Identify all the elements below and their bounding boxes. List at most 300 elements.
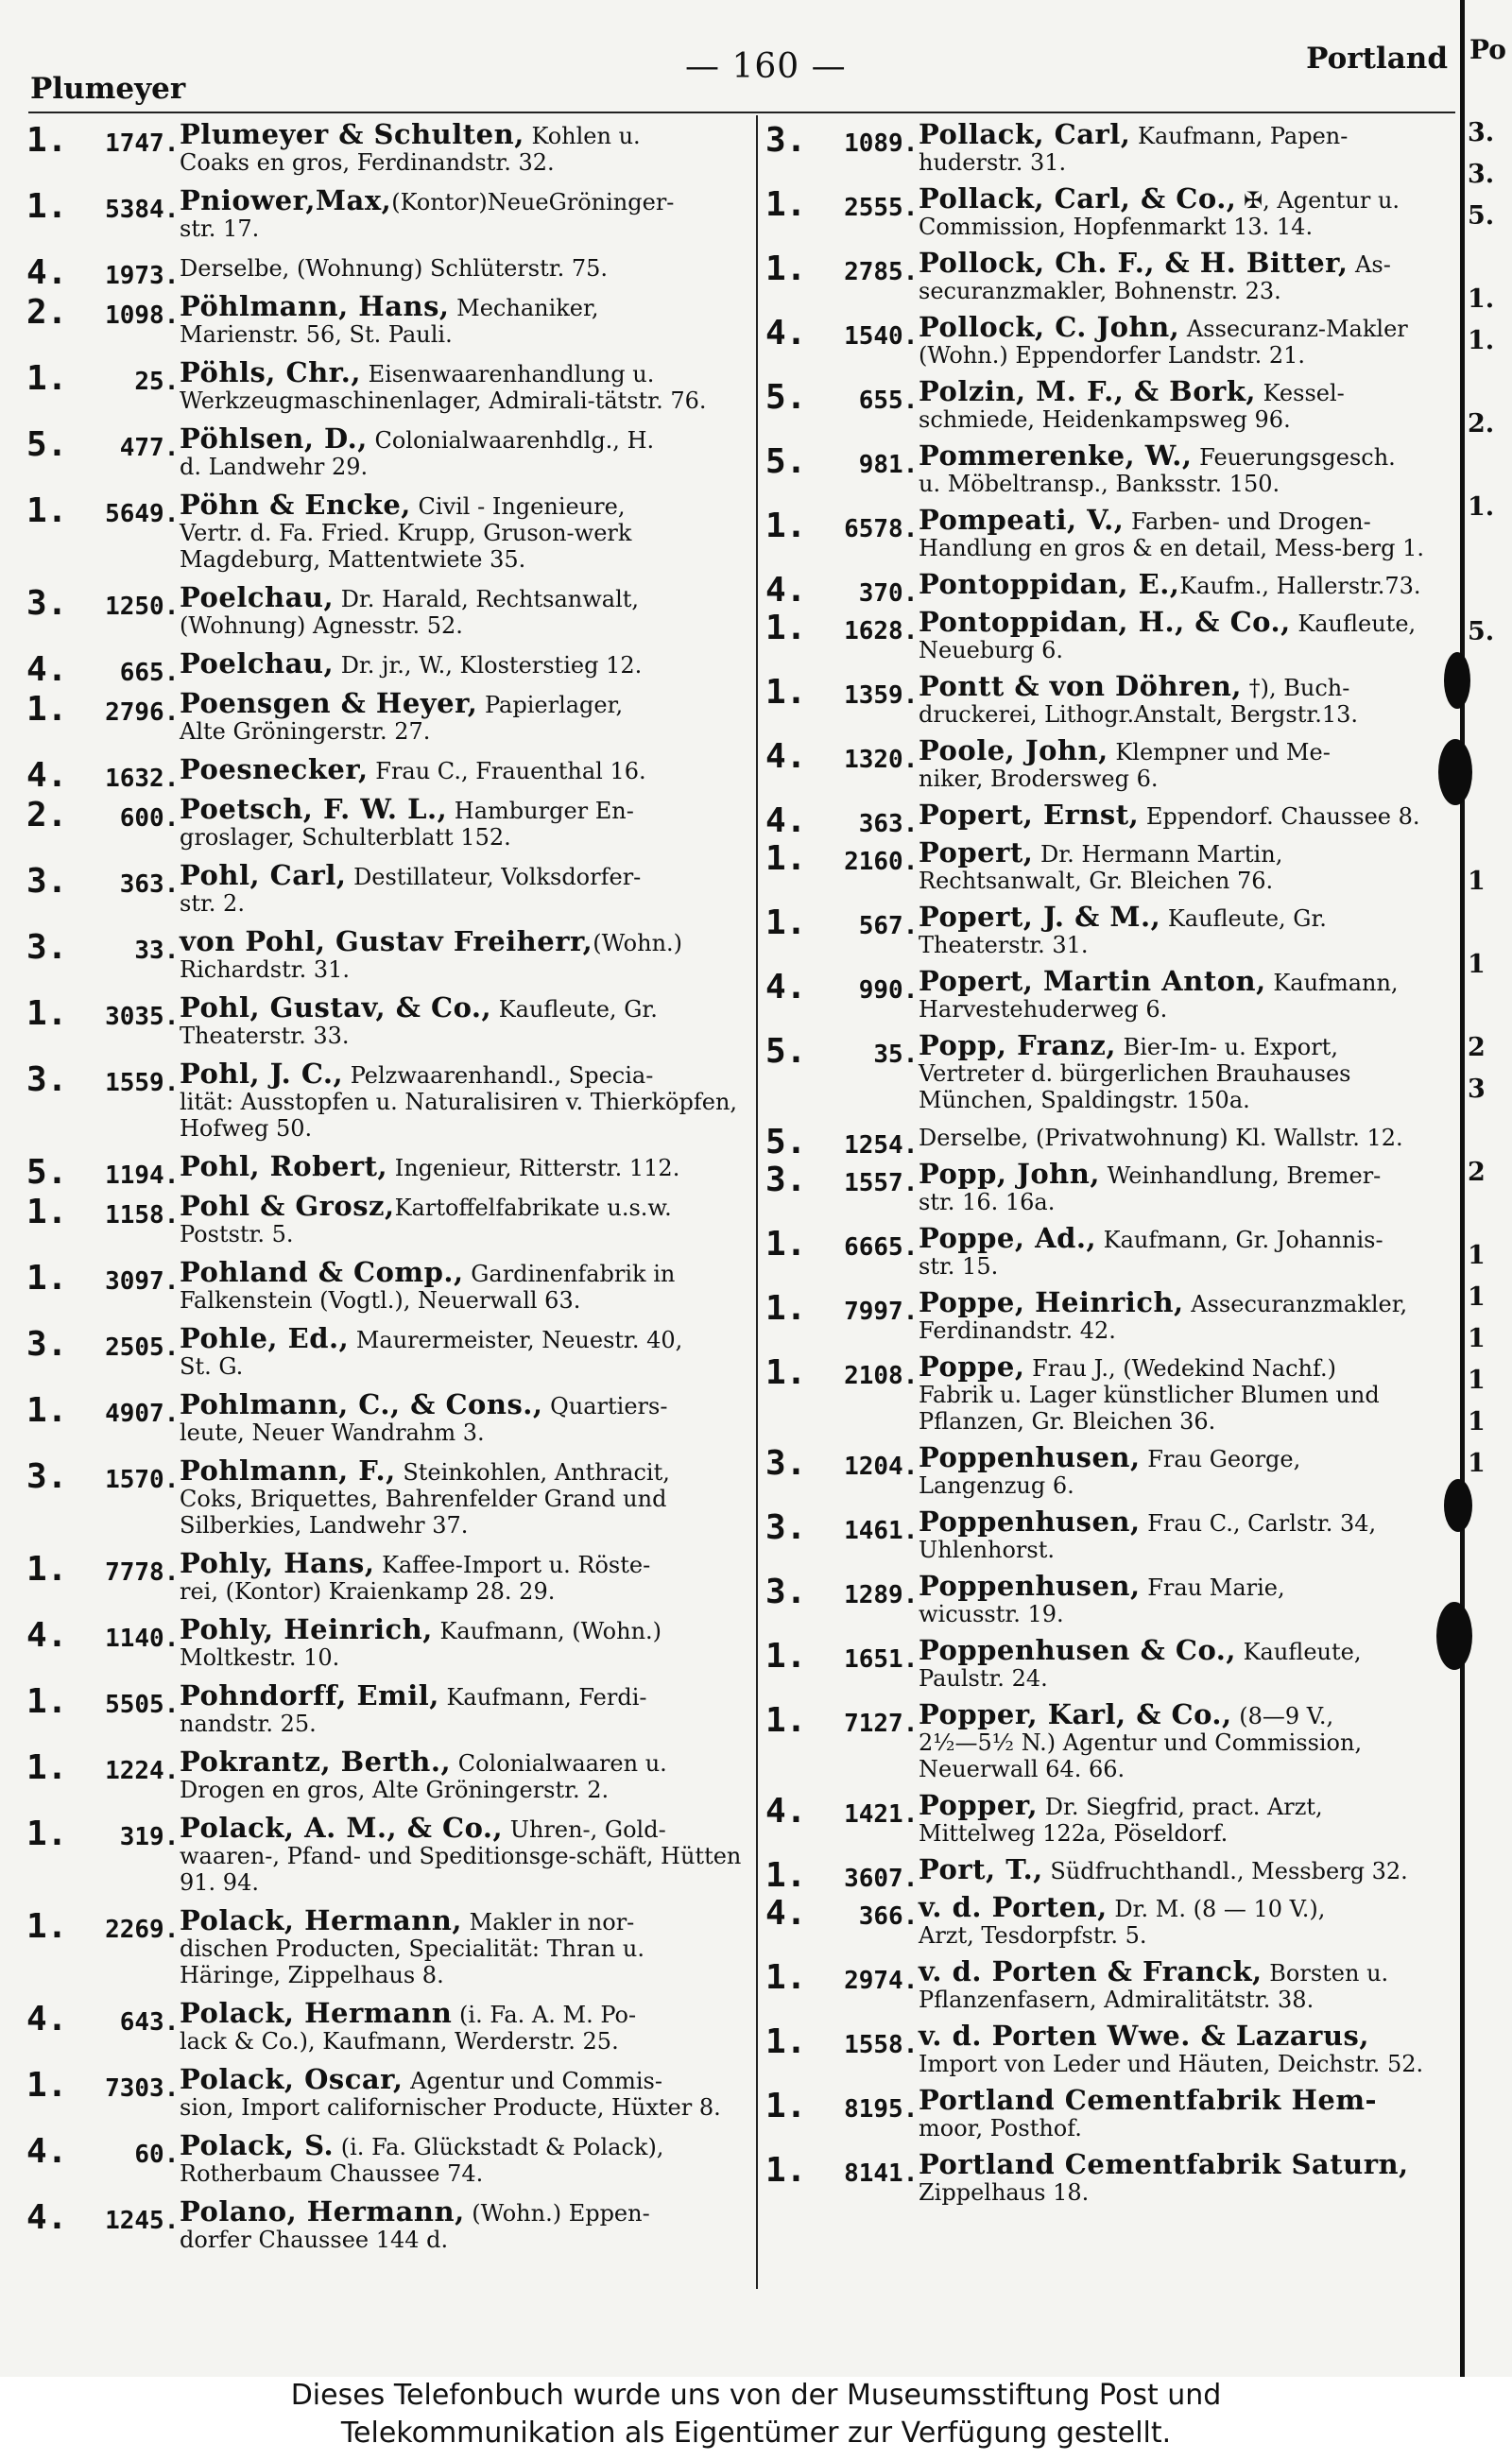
subscriber-address: (Wohnung) Agnesstr. 52. <box>180 612 463 639</box>
directory-entry <box>26 184 752 242</box>
subscriber-address: Richardstr. 31. <box>180 956 351 983</box>
entry-text <box>180 2195 752 2253</box>
phone-number <box>765 609 918 647</box>
phone-number <box>765 1792 918 1831</box>
subscriber-detail: Südfruchthandl., Messberg 32. <box>1042 1858 1408 1884</box>
subscriber-detail: Kaufmann, Papen- <box>1130 123 1349 149</box>
subscriber-address: nandstr. 25. <box>180 1711 317 1737</box>
line-number: 7997. <box>844 1298 919 1326</box>
subscriber-detail: (Kontor)NeueGröninger- <box>391 189 675 215</box>
exchange-district: 5. <box>765 1123 807 1161</box>
subscriber-detail: (i. Fa. A. M. Po- <box>452 2002 637 2028</box>
entry-text <box>919 1222 1455 1280</box>
line-number: 25. <box>134 368 180 396</box>
edge-glyph <box>1468 368 1512 409</box>
line-number: 1224. <box>105 1757 180 1785</box>
phone-number <box>765 2151 918 2190</box>
exchange-district: 1. <box>26 187 68 226</box>
line-number: 1651. <box>844 1645 919 1674</box>
subscriber-name: Popert, Ernst, <box>919 799 1140 831</box>
line-number: 1540. <box>844 322 919 351</box>
line-number: 370. <box>858 579 919 608</box>
directory-entry <box>26 1547 752 1605</box>
subscriber-name: Pohly, Heinrich, <box>180 1613 433 1645</box>
subscriber-detail: Kaffee-Import u. Röste- <box>374 1552 651 1578</box>
phone-number <box>765 121 918 160</box>
directory-entry <box>765 965 1455 1023</box>
subscriber-name: Polack, Hermann <box>180 1997 453 2029</box>
subscriber-address: Langenzug 6. <box>919 1472 1074 1499</box>
directory-entry <box>26 687 752 745</box>
directory-entry <box>765 1441 1455 1499</box>
phone-number <box>765 1225 918 1264</box>
line-number: 5649. <box>105 500 180 528</box>
exchange-district: 3. <box>26 1457 68 1496</box>
subscriber-detail: Kaufleute, <box>1235 1639 1362 1665</box>
subscriber-detail: Klempner und Me- <box>1108 739 1331 766</box>
directory-entry <box>765 1123 1455 1161</box>
subscriber-name: Pohland & Comp., <box>180 1256 464 1288</box>
phone-number <box>26 756 179 795</box>
edge-glyph <box>1468 576 1512 617</box>
entry-text <box>919 1441 1455 1499</box>
phone-number <box>26 1391 179 1430</box>
entry-text <box>919 1698 1455 1782</box>
line-number: 1140. <box>105 1625 180 1653</box>
subscriber-detail: Frau C., Carlstr. 34, <box>1140 1510 1377 1537</box>
subscriber-detail: Uhren-, Gold- <box>503 1816 666 1843</box>
subscriber-name: Pniower,Max, <box>180 184 392 216</box>
phone-number <box>765 185 918 224</box>
subscriber-detail: Kaufmann, Gr. Johannis- <box>1096 1227 1383 1253</box>
phone-number <box>26 2066 179 2105</box>
edge-glyph: 1 <box>1468 1449 1486 1478</box>
subscriber-name: Pohl, J. C., <box>180 1058 344 1090</box>
edge-glyph: 3. <box>1468 118 1495 147</box>
exchange-district: 1. <box>765 2087 807 2125</box>
subscriber-detail: Frau C., Frauenthal 16. <box>368 758 646 784</box>
entry-text <box>180 859 752 917</box>
line-number: 2555. <box>844 194 919 222</box>
directory-entry <box>765 799 1455 840</box>
next-page-edge-header: Po <box>1469 34 1506 65</box>
entry-text <box>180 581 752 639</box>
phone-number <box>765 1444 918 1483</box>
directory-entry <box>26 1388 752 1446</box>
phone-number <box>765 903 918 942</box>
entry-text <box>919 1286 1455 1344</box>
directory-entry <box>765 1891 1455 1949</box>
edge-glyph: 1 <box>1468 1324 1486 1353</box>
left-column <box>26 118 752 2264</box>
exchange-district: 5. <box>765 378 807 417</box>
edge-glyph <box>1468 825 1512 867</box>
subscriber-detail: Colonialwaaren u. <box>451 1750 667 1777</box>
header-rule <box>28 112 1455 113</box>
exchange-district: 1. <box>765 2151 807 2190</box>
entry-text <box>180 1190 752 1247</box>
entry-text <box>180 1904 752 1988</box>
line-number: 1250. <box>105 593 180 621</box>
subscriber-address: Mittelweg 122a, Pöseldorf. <box>919 1820 1228 1847</box>
entry-text <box>180 991 752 1049</box>
subscriber-name: Pohle, Ed., <box>180 1322 350 1354</box>
directory-entry <box>765 1698 1455 1782</box>
edge-glyph: 1. <box>1468 326 1495 355</box>
directory-entry <box>765 2084 1455 2142</box>
edge-glyph: 3. <box>1468 160 1495 189</box>
subscriber-detail: Mechaniker, <box>449 295 599 321</box>
directory-entry <box>26 2195 752 2253</box>
phone-number <box>765 1123 918 1161</box>
subscriber-name: Poelchau, <box>180 581 335 613</box>
phone-number <box>26 994 179 1033</box>
subscriber-detail: As- <box>1348 251 1391 278</box>
line-number: 1320. <box>844 746 919 774</box>
subscriber-address: Vertreter d. bürgerlichen Brauhauses München, Spaldingstr. 150a. <box>919 1060 1351 1113</box>
subscriber-name: Pöhlmann, Hans, <box>180 290 450 322</box>
subscriber-name: Popert, Martin Anton, <box>919 965 1266 997</box>
directory-entry <box>765 249 1455 304</box>
line-number: 2505. <box>105 1333 180 1362</box>
subscriber-detail: Kaufmann, (Wohn.) <box>432 1618 662 1644</box>
directory-entry <box>26 925 752 983</box>
subscriber-name: Popper, <box>919 1789 1039 1821</box>
phone-number <box>26 862 179 901</box>
directory-entry <box>26 1322 752 1380</box>
subscriber-detail: Kessel- <box>1256 380 1345 406</box>
phone-number <box>26 1682 179 1721</box>
subscriber-detail: Dr. Siegfrid, pract. Arzt, <box>1038 1794 1323 1820</box>
subscriber-detail: †), Buch- <box>1241 675 1350 701</box>
entry-text <box>180 1997 752 2055</box>
phone-number <box>765 673 918 712</box>
phone-number <box>26 796 179 834</box>
directory-entry <box>765 1350 1455 1435</box>
line-number: 3035. <box>105 1003 180 1031</box>
subscriber-name: Pohl & Grosz, <box>180 1190 395 1222</box>
line-number: 1559. <box>105 1069 180 1097</box>
edge-glyph <box>1468 243 1512 284</box>
exchange-district: 4. <box>26 756 68 795</box>
entry-text <box>180 118 752 176</box>
edge-glyph: 1 <box>1468 1407 1486 1436</box>
subscriber-address: Rechtsanwalt, Gr. Bleichen 76. <box>919 868 1274 894</box>
subscriber-address: moor, Posthof. <box>919 2115 1082 2142</box>
phone-number <box>26 1457 179 1496</box>
entry-text <box>919 375 1455 433</box>
subscriber-address: dorfer Chaussee 144 d. <box>180 2227 449 2253</box>
phone-number <box>26 121 179 160</box>
phone-number <box>765 249 918 288</box>
edge-glyph: 1 <box>1468 1241 1486 1270</box>
subscriber-detail: Feuerungsgesch. <box>1192 444 1396 471</box>
entry-text <box>180 1150 752 1182</box>
subscriber-address: (Wohn.) Eppendorfer Landstr. 21. <box>919 342 1306 369</box>
entry-text <box>919 801 1455 830</box>
subscriber-address: Paulstr. 24. <box>919 1665 1048 1692</box>
entry-text <box>180 925 752 983</box>
page-number: — 160 — <box>685 47 847 86</box>
exchange-district: 3. <box>26 1060 68 1099</box>
phone-number <box>765 1856 918 1895</box>
edge-glyph: 1. <box>1468 284 1495 314</box>
edge-glyph <box>1468 451 1512 492</box>
entry-text <box>919 734 1455 792</box>
subscriber-address: St. G. <box>180 1353 244 1380</box>
phone-number <box>765 314 918 353</box>
line-number: 2108. <box>844 1362 919 1390</box>
phone-number <box>765 1289 918 1328</box>
entry-text <box>919 1505 1455 1563</box>
subscriber-name: Pohndorff, Emil, <box>180 1679 439 1712</box>
subscriber-name: Poelchau, <box>180 647 335 680</box>
subscriber-name: Poppe, Ad., <box>919 1222 1097 1254</box>
directory-entry <box>765 734 1455 792</box>
exchange-district: 4. <box>765 1894 807 1933</box>
phone-number <box>765 1032 918 1071</box>
exchange-district: 4. <box>765 571 807 610</box>
next-page-edge-column <box>1468 118 1512 1615</box>
phone-number <box>26 1907 179 1946</box>
phone-number <box>26 2198 179 2237</box>
line-number: 1194. <box>105 1161 180 1190</box>
header-first-entry: Plumeyer <box>30 72 186 106</box>
directory-entry <box>26 1812 752 1896</box>
subscriber-address: Coks, Briquettes, Bahrenfelder Grand und Silberkies, Landwehr 37. <box>180 1486 667 1539</box>
phone-number <box>26 1153 179 1192</box>
line-number: 1570. <box>105 1466 180 1494</box>
line-number: 665. <box>119 659 180 687</box>
edge-glyph <box>1468 659 1512 700</box>
subscriber-name: Polack, A. M., & Co., <box>180 1812 504 1844</box>
directory-entry <box>26 1613 752 1671</box>
exchange-district: 4. <box>26 253 68 292</box>
subscriber-address: Commission, Hopfenmarkt 13. 14. <box>919 214 1314 240</box>
entry-text <box>180 2129 752 2187</box>
line-number: 2269. <box>105 1916 180 1944</box>
phone-number <box>26 584 179 623</box>
phone-number <box>765 1637 918 1676</box>
entry-text <box>919 249 1455 304</box>
edge-glyph: 3 <box>1468 1075 1486 1104</box>
directory-entry <box>765 1634 1455 1692</box>
line-number: 3097. <box>105 1267 180 1296</box>
entry-text <box>919 118 1455 176</box>
phone-number <box>26 650 179 689</box>
exchange-district: 3. <box>26 1325 68 1364</box>
exchange-district: 1. <box>765 249 807 288</box>
subscriber-detail: Dr. Harald, Rechtsanwalt, <box>334 586 640 612</box>
exchange-district: 1. <box>765 903 807 942</box>
subscriber-detail: Dr. M. (8 — 10 V.), <box>1107 1896 1326 1922</box>
entry-text <box>919 504 1455 561</box>
line-number: 7127. <box>844 1710 919 1738</box>
phone-number <box>26 253 179 292</box>
attribution-line-1: Dieses Telefonbuch wurde uns von der Museumsstiftung Post und <box>290 2379 1222 2412</box>
directory-entry <box>765 1222 1455 1280</box>
phone-number <box>765 1508 918 1547</box>
subscriber-address: wicusstr. 19. <box>919 1601 1064 1627</box>
line-number: 1557. <box>844 1169 919 1197</box>
subscriber-address: Arzt, Tesdorpfstr. 5. <box>919 1922 1147 1949</box>
subscriber-name: Polack, Oscar, <box>180 2063 404 2095</box>
phone-number <box>765 1894 918 1933</box>
entry-text <box>919 182 1455 240</box>
line-number: 1359. <box>844 681 919 710</box>
subscriber-detail: Pelzwaarenhandl., Specia- <box>343 1062 654 1089</box>
exchange-district: 1. <box>26 1682 68 1721</box>
directory-entry <box>26 1150 752 1192</box>
subscriber-detail: Eisenwaarenhandlung u. <box>360 361 655 387</box>
edge-glyph <box>1468 783 1512 825</box>
subscriber-name: Poppenhusen & Co., <box>919 1634 1236 1666</box>
line-number: 4907. <box>105 1400 180 1428</box>
subscriber-detail: Papierlager, <box>477 692 624 718</box>
line-number: 1158. <box>105 1201 180 1230</box>
subscriber-address: str. 17. <box>180 215 260 242</box>
line-number: 2785. <box>844 258 919 286</box>
entry-text <box>919 1158 1455 1215</box>
exchange-district: 3. <box>26 862 68 901</box>
directory-entry <box>765 311 1455 369</box>
subscriber-address: dischen Producten, Specialität: Thran u. Häringe, Zippelhaus 8. <box>180 1935 644 1988</box>
subscriber-name: Popper, Karl, & Co., <box>919 1698 1232 1730</box>
phone-number <box>26 187 179 226</box>
directory-entry <box>26 859 752 917</box>
subscriber-address: Pflanzenfasern, Admiralitätstr. 38. <box>919 1987 1314 2013</box>
phone-number <box>26 359 179 398</box>
subscriber-name: Pontoppidan, H., & Co., <box>919 606 1291 638</box>
phone-number <box>26 425 179 464</box>
exchange-district: 4. <box>765 968 807 1006</box>
directory-entry <box>26 290 752 348</box>
subscriber-address: Werkzeugmaschinenlager, Admirali-tätstr. 76. <box>180 387 707 414</box>
exchange-district: 1. <box>765 1289 807 1328</box>
edge-glyph <box>1468 1116 1512 1158</box>
subscriber-name: Pöhlsen, D., <box>180 422 368 455</box>
exchange-district: 4. <box>765 1792 807 1831</box>
exchange-district: 1. <box>26 1259 68 1298</box>
entry-text <box>919 670 1455 728</box>
phone-number <box>765 2022 918 2061</box>
exchange-district: 3. <box>765 1508 807 1547</box>
subscriber-name: Pokrantz, Berth., <box>180 1746 452 1778</box>
exchange-district: 1. <box>26 690 68 729</box>
exchange-district: 4. <box>26 2132 68 2171</box>
subscriber-name: Pohl, Gustav, & Co., <box>180 991 492 1024</box>
entry-text <box>919 1789 1455 1847</box>
subscriber-address: lität: Ausstopfen u. Naturalisiren v. Thierköpfen, Hofweg 50. <box>180 1089 738 1142</box>
directory-entry <box>765 1505 1455 1563</box>
edge-glyph: 1. <box>1468 492 1495 522</box>
ink-blot <box>1438 739 1472 805</box>
attribution-line-2: Telekommunikation als Eigentümer zur Verfügung gestellt. <box>340 2417 1172 2450</box>
entry-text <box>919 311 1455 369</box>
directory-entry <box>26 1454 752 1539</box>
directory-entry <box>26 2129 752 2187</box>
subscriber-name: Pohl, Carl, <box>180 859 347 891</box>
exchange-district: 3. <box>26 584 68 623</box>
exchange-district: 1. <box>26 359 68 398</box>
entry-text <box>919 568 1455 600</box>
subscriber-name: Poole, John, <box>919 734 1108 766</box>
phone-number <box>26 1550 179 1589</box>
directory-entry <box>26 118 752 176</box>
edge-glyph <box>1468 534 1512 576</box>
entry-text <box>919 1029 1455 1113</box>
directory-entry <box>765 903 1455 958</box>
line-number: 2974. <box>844 1967 919 1995</box>
phone-number <box>765 839 918 878</box>
subscriber-detail: Borsten u. <box>1262 1960 1389 1987</box>
subscriber-detail: Colonialwaarenhdlg., H. <box>367 427 655 454</box>
subscriber-name: Pöhls, Chr., <box>180 356 361 388</box>
exchange-district: 3. <box>765 1161 807 1199</box>
exchange-district: 3. <box>765 1573 807 1611</box>
subscriber-address: sion, Import californischer Producte, Hüxter 8. <box>180 2094 721 2121</box>
subscriber-name: Pohly, Hans, <box>180 1547 375 1579</box>
subscriber-detail: Hamburger En- <box>447 798 634 824</box>
directory-entry <box>765 375 1455 433</box>
entry-text <box>180 687 752 745</box>
edge-glyph <box>1468 1199 1512 1241</box>
exchange-district: 1. <box>26 1907 68 1946</box>
exchange-district: 1. <box>765 185 807 224</box>
line-number: 366. <box>858 1902 919 1931</box>
subscriber-name: Pollack, Carl, & Co., <box>919 182 1237 215</box>
exchange-district: 1. <box>26 1193 68 1231</box>
phone-number <box>26 491 179 530</box>
subscriber-name: Poppe, <box>919 1350 1025 1383</box>
subscriber-address: Uhlenhorst. <box>919 1537 1055 1563</box>
directory-entry <box>765 118 1455 176</box>
subscriber-address: Ferdinandstr. 42. <box>919 1317 1116 1344</box>
entry-text <box>919 2148 1455 2206</box>
subscriber-name: Polzin, M. F., & Bork, <box>919 375 1257 407</box>
directory-entry <box>765 1570 1455 1627</box>
line-number: 1289. <box>844 1581 919 1609</box>
directory-entry <box>26 581 752 639</box>
entry-text <box>919 2084 1455 2142</box>
entry-text <box>919 836 1455 894</box>
subscriber-address: Import von Leder und Häuten, Deichstr. 52. <box>919 2051 1424 2077</box>
subscriber-name: Portland Cementfabrik Saturn, <box>919 2148 1409 2180</box>
subscriber-detail: Bier-Im- u. Export, <box>1115 1034 1338 1060</box>
edge-glyph: 1 <box>1468 950 1486 979</box>
directory-entry <box>26 793 752 851</box>
exchange-district: 1. <box>765 1353 807 1392</box>
edge-glyph: 1 <box>1468 1366 1486 1395</box>
subscriber-detail: Maurermeister, Neuestr. 40, <box>349 1327 683 1353</box>
subscriber-address: str. 15. <box>919 1253 999 1280</box>
phone-number <box>26 1060 179 1099</box>
line-number: 7778. <box>105 1558 180 1587</box>
subscriber-name: Pontoppidan, E., <box>919 568 1180 600</box>
phone-number <box>765 378 918 417</box>
subscriber-detail: Eppendorf. Chaussee 8. <box>1139 803 1420 830</box>
line-number: 5505. <box>105 1691 180 1719</box>
directory-entry <box>765 439 1455 497</box>
exchange-district: 1. <box>765 507 807 545</box>
directory-entry <box>765 1955 1455 2013</box>
exchange-district: 1. <box>765 609 807 647</box>
edge-glyph: 2 <box>1468 1033 1486 1062</box>
subscriber-name: v. d. Porten, <box>919 1891 1108 1923</box>
subscriber-name: Polano, Hermann, <box>180 2195 465 2228</box>
line-number: 8195. <box>844 2095 919 2124</box>
edge-glyph <box>1468 742 1512 783</box>
